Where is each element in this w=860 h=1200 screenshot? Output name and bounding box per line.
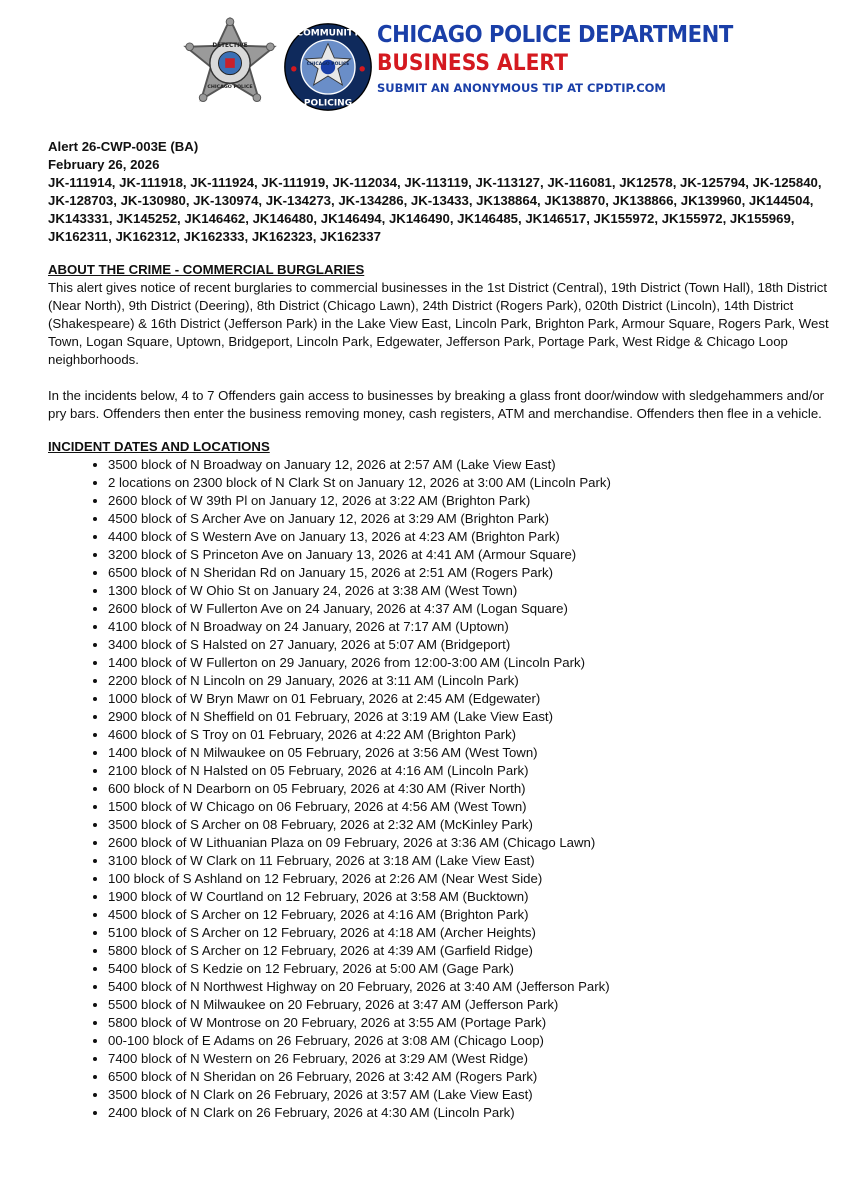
incident-item: • 3500 block of N Broadway on January 12, 2026 at 2:57 AM (Lake View East) — [108, 456, 838, 474]
incident-item: • 4100 block of N Broadway on 24 January, 2026 at 7:17 AM (Uptown) — [108, 618, 838, 636]
incident-item: • 4400 block of S Western Ave on January 13, 2026 at 4:23 AM (Brighton Park) — [108, 528, 838, 546]
badge-top-text: DETECTIVE — [212, 42, 248, 49]
incident-item: • 100 block of S Ashland on 12 February, 2026 at 2:26 AM (Near West Side) — [108, 870, 838, 888]
badge-policing-text: POLICING — [303, 98, 353, 109]
incident-item: • 2600 block of W Lithuanian Plaza on 09 February, 2026 at 3:36 AM (Chicago Lawn) — [108, 834, 838, 852]
rd-number-list: JK-111914, JK-111918, JK-111924, JK-111919, JK-112034, JK-113119, JK-113127, JK-116081, JK12578, JK-125794, JK-125840, JK-128703, JK-130980, JK-130974, JK-134273, JK-134286, JK-13433, JK138864, JK138870, JK138866, JK139960, JK144504, JK143331, JK145252, JK146462, JK146480, JK146494, JK146490, JK146485, JK146517, JK155972, JK155972, JK155969, JK162311, JK162312, JK162333, JK162323, JK162337 — [48, 175, 822, 244]
badge-center-text: CHICAGO POLICE — [306, 62, 350, 68]
anonymous-tip-line: SUBMIT AN ANONYMOUS TIP AT CPDTIP.COM — [377, 81, 666, 95]
incident-item: • 1400 block of W Fullerton on 29 January, 2026 from 12:00-3:00 AM (Lincoln Park) — [108, 654, 838, 672]
about-crime-heading: ABOUT THE CRIME - COMMERCIAL BURGLARIES — [48, 262, 365, 277]
incident-item: • 5800 block of S Archer on 12 February, 2026 at 4:39 AM (Garfield Ridge) — [108, 942, 838, 960]
department-title: CHICAGO POLICE DEPARTMENT — [377, 22, 733, 48]
incident-item: • 5500 block of N Milwaukee on 20 February, 2026 at 3:47 AM (Jefferson Park) — [108, 996, 838, 1014]
header-text-block — [377, 20, 857, 96]
incident-item: • 4600 block of S Troy on 01 February, 2026 at 4:22 AM (Brighton Park) — [108, 726, 838, 744]
incident-item: • 2600 block of W 39th Pl on January 12, 2026 at 3:22 AM (Brighton Park) — [108, 492, 838, 510]
incident-item: • 1300 block of W Ohio St on January 24, 2026 at 3:38 AM (West Town) — [108, 582, 838, 600]
incident-item: • 2400 block of N Clark on 26 February, 2026 at 4:30 AM (Lincoln Park) — [108, 1104, 838, 1122]
incident-item: • 2100 block of N Halsted on 05 February, 2026 at 4:16 AM (Lincoln Park) — [108, 762, 838, 780]
incident-item: • 00-100 block of E Adams on 26 February, 2026 at 3:08 AM (Chicago Loop) — [108, 1032, 838, 1050]
bulletin-body — [48, 138, 838, 1122]
incident-item: • 3200 block of S Princeton Ave on January 13, 2026 at 4:41 AM (Armour Square) — [108, 546, 838, 564]
incident-item: • 600 block of N Dearborn on 05 February, 2026 at 4:30 AM (River North) — [108, 780, 838, 798]
alert-number: Alert 26-CWP-003E (BA) — [48, 139, 199, 154]
incident-item: • 5400 block of S Kedzie on 12 February, 2026 at 5:00 AM (Gage Park) — [108, 960, 838, 978]
community-policing-badge-icon — [283, 22, 373, 112]
incident-item: • 1400 block of N Milwaukee on 05 February, 2026 at 3:56 AM (West Town) — [108, 744, 838, 762]
incident-item: • 2 locations on 2300 block of N Clark St on January 12, 2026 at 3:00 AM (Lincoln Park) — [108, 474, 838, 492]
incident-item: • 1500 block of W Chicago on 06 February, 2026 at 4:56 AM (West Town) — [108, 798, 838, 816]
incident-item: • 5400 block of N Northwest Highway on 20 February, 2026 at 3:40 AM (Jefferson Park) — [108, 978, 838, 996]
incident-item: • 5100 block of S Archer on 12 February, 2026 at 4:18 AM (Archer Heights) — [108, 924, 838, 942]
incident-item: • 3500 block of N Clark on 26 February, 2026 at 3:57 AM (Lake View East) — [108, 1086, 838, 1104]
incident-item: • 4500 block of S Archer Ave on January 12, 2026 at 3:29 AM (Brighton Park) — [108, 510, 838, 528]
incident-list-heading: INCIDENT DATES AND LOCATIONS — [48, 439, 270, 454]
about-crime-paragraph-2: In the incidents below, 4 to 7 Offenders gain access to businesses by breaking a glass front door/window with sledgehammers and/or pry bars. Offenders then enter the business removing money, cash registers, ATM and merchandise. Offenders then flee in a vehicle. — [48, 388, 825, 421]
incident-item: • 7400 block of N Western on 26 February, 2026 at 3:29 AM (West Ridge) — [108, 1050, 838, 1068]
badge-ring-text: CHICAGO POLICE — [207, 85, 253, 91]
incident-item: • 3400 block of S Halsted on 27 January, 2026 at 5:07 AM (Bridgeport) — [108, 636, 838, 654]
alert-date: February 26, 2026 — [48, 157, 160, 172]
incident-item: • 6500 block of N Sheridan Rd on January 15, 2026 at 2:51 AM (Rogers Park) — [108, 564, 838, 582]
incident-item: • 3500 block of S Archer on 08 February, 2026 at 2:32 AM (McKinley Park) — [108, 816, 838, 834]
incident-list — [48, 456, 838, 1122]
incident-item: • 4500 block of S Archer on 12 February, 2026 at 4:16 AM (Brighton Park) — [108, 906, 838, 924]
incident-item: • 2200 block of N Lincoln on 29 January, 2026 at 3:11 AM (Lincoln Park) — [108, 672, 838, 690]
bulletin-header — [0, 0, 860, 125]
incident-item: • 2900 block of N Sheffield on 01 February, 2026 at 3:19 AM (Lake View East) — [108, 708, 838, 726]
alert-type-title: BUSINESS ALERT — [377, 51, 568, 76]
incident-item: • 6500 block of N Sheridan on 26 February, 2026 at 3:42 AM (Rogers Park) — [108, 1068, 838, 1086]
about-crime-paragraph-1: This alert gives notice of recent burglaries to commercial businesses in the 1st District (Central), 19th District (Town Hall), 18th District (Near North), 9th District (Deering), 8th District (Chicago Lawn), 24th District (Rogers Park), 020th District (Lincoln), 14th District (Shakespeare) & 16th District (Jefferson Park) in the Lake View East, Lincoln Park, Brighton Park, Armour Square, Rogers Park, West Town, Logan Square, Uptown, Bridgeport, Lincoln Park, Edgewater, Jefferson Park, Portage Park, West Ridge & Chicago Loop neighborhoods. — [48, 280, 829, 367]
incident-item: • 3100 block of W Clark on 11 February, 2026 at 3:18 AM (Lake View East) — [108, 852, 838, 870]
incident-item: • 2600 block of W Fullerton Ave on 24 January, 2026 at 4:37 AM (Logan Square) — [108, 600, 838, 618]
badge-community-text: COMMUNITY — [296, 28, 360, 39]
incident-item: • 5800 block of W Montrose on 20 February, 2026 at 3:55 AM (Portage Park) — [108, 1014, 838, 1032]
incident-item: • 1900 block of W Courtland on 12 February, 2026 at 3:58 AM (Bucktown) — [108, 888, 838, 906]
incident-item: • 1000 block of W Bryn Mawr on 01 February, 2026 at 2:45 AM (Edgewater) — [108, 690, 838, 708]
detective-star-badge-icon — [182, 17, 278, 113]
